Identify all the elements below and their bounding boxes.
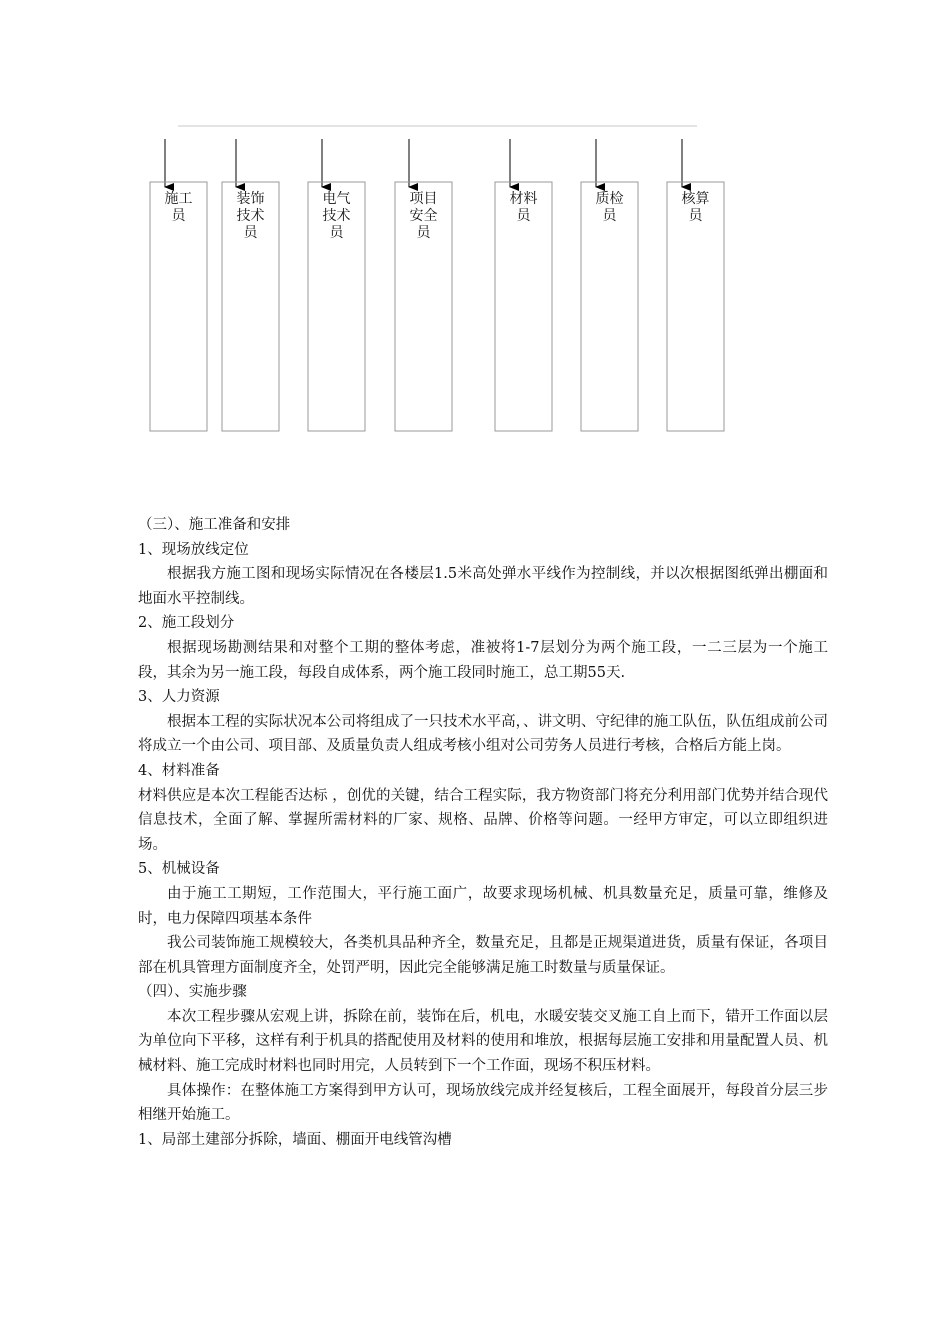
box-label-dianqi-0: 电气 [322, 191, 351, 207]
heading-5: 5、机械设备 [138, 861, 220, 878]
box-label-anquan-1: 安全 [409, 208, 438, 224]
heading-3: 3、人力资源 [138, 689, 220, 706]
box-label-anquan-2: 员 [416, 225, 431, 241]
org-chart [0, 0, 950, 500]
paragraph-6: 本次工程步骤从宏观上讲，拆除在前，装饰在后，机电，水暖安装交叉施工自上而下，错开工作面以层为单位向下平移，这样有利于机具的搭配使用及材料的使用和堆放，根据每层施工安排和用量配置人员、机械材料、施工完成时材料也同时用完，人员转到下一个工作面，现场不积压材料。 [138, 1008, 828, 1075]
paragraph-3: 根据本工程的实际状况本公司将组成了一只技术水平高，、讲文明、守纪律的施工队伍，队伍组成前公司将成立一个由公司、项目部、及质量负责人组成考核小组对公司劳务人员进行考核，合格后方能上岗。 [138, 713, 828, 755]
box-label-dianqi-1: 技术 [322, 208, 351, 224]
box-label-zhijian-1: 员 [602, 208, 617, 224]
box-label-zhuangshi-1: 技术 [236, 208, 265, 224]
box-label-shigongyuan-1: 员 [171, 208, 186, 224]
box-label-zhijian-0: 质检 [595, 191, 624, 207]
heading-4: 4、材料准备 [138, 762, 220, 779]
heading-1: 1、现场放线定位 [138, 541, 249, 558]
paragraph-4: 材料供应是本次工程能否达标 ，创优的关键，结合工程实际，我方物资部门将充分利用部门优势并结合现代信息技术，全面了解、掌握所需材料的厂家、规格、品牌、价格等问题。一经甲方审定，可以立即组织进场。 [138, 787, 828, 853]
box-label-zhuangshi-0: 装饰 [236, 191, 265, 207]
document-body [138, 513, 828, 1152]
section-3-title: （三）、施工准备和安排 [138, 517, 291, 533]
box-label-dianqi-2: 员 [329, 225, 344, 241]
paragraph-1: 根据我方施工图和现场实际情况在各楼层1.5米高处弹水平线作为控制线，并以次根据图纸弹出棚面和地面水平控制线。 [138, 566, 828, 607]
section-4-title: （四）、实施步骤 [138, 984, 247, 1001]
paragraph-7: 具体操作：在整体施工方案得到甲方认可，现场放线完成并经复核后，工程全面展开，每段首分层三步相继开始施工。 [138, 1082, 828, 1124]
box-label-hesuan-0: 核算 [681, 191, 710, 207]
heading-6: 1、局部土建部分拆除，墙面、棚面开电线管沟槽 [138, 1131, 452, 1148]
box-label-zhuangshi-2: 员 [243, 225, 258, 241]
paragraph-2: 根据现场勘测结果和对整个工期的整体考虑，准被将1-7层划分为两个施工段，一二三层为一个施工段，其余为另一施工段，每段自成体系，两个施工段同时施工，总工期55天. [138, 639, 828, 681]
box-label-cailiao-0: 材料 [509, 191, 538, 207]
heading-2: 2、施工段划分 [138, 615, 235, 632]
paragraph-5a: 由于施工工期短，工作范围大，平行施工面广，故要求现场机械、机具数量充足，质量可靠，维修及时，电力保障四项基本条件 [138, 885, 828, 927]
box-label-anquan-0: 项目 [409, 191, 438, 207]
box-label-shigongyuan-0: 施工 [164, 191, 193, 207]
box-label-cailiao-1: 员 [516, 208, 531, 224]
box-label-hesuan-1: 员 [688, 208, 703, 224]
paragraph-5b: 我公司装饰施工规模较大，各类机具品种齐全，数量充足，且都是正规渠道进货，质量有保证，各项目部在机具管理方面制度齐全，处罚严明，因此完全能够满足施工时数量与质量保证。 [138, 935, 828, 976]
